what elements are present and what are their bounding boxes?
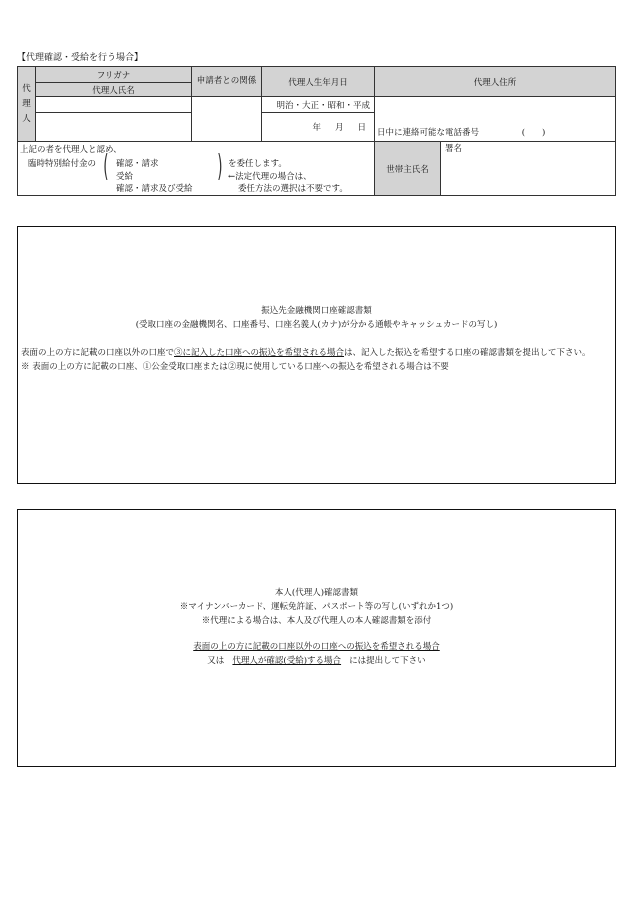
delegate-prefix: 臨時特別給付金の (28, 159, 97, 169)
address-field[interactable] (375, 97, 616, 142)
furigana-field[interactable] (36, 97, 192, 113)
signature-field[interactable] (441, 142, 616, 196)
era-options[interactable]: 明治・大正・昭和・平成 (262, 97, 375, 113)
id-box-line4: 又は 代理人が確認(受給)する場合 には提出して下さい (207, 656, 426, 666)
identity-document-box (17, 509, 616, 767)
option-receive[interactable]: 受給 (116, 172, 134, 182)
agent-side-label: 代 理 人 (18, 67, 36, 142)
bank-box-paragraph: 表面の上の方に記載の口座以外の口座で③に記入した口座への振込を希望される場合は、記入した振込を希望する口座の確認書類を提出して下さい。 (21, 348, 591, 358)
right-brace: ) (217, 149, 223, 184)
furigana-header: フリガナ (36, 67, 192, 83)
legal-note2: 委任方法の選択は不要です。 (238, 184, 348, 194)
delegate-line1: 上記の者を代理人と認め、 (20, 145, 122, 155)
legal-note1: ←法定代理の場合は、 (228, 172, 312, 182)
id-box-title: 本人(代理人)確認書類 (274, 588, 359, 598)
name-field[interactable] (36, 113, 192, 142)
id-box-line1: ※マイナンバーカード、運転免許証、パスポート等の写し(いずれか1つ) (179, 602, 454, 612)
agent-table (17, 66, 616, 196)
phone-field[interactable]: ( ) (521, 128, 546, 138)
id-box-line2: ※代理による場合は、本人及び代理人の本人確認書類を添付 (201, 616, 432, 626)
name-header: 代理人氏名 (36, 83, 192, 97)
birthdate-field[interactable]: 年 月 日 (262, 113, 375, 142)
option-confirm-claim-receive[interactable]: 確認・請求及び受給 (116, 184, 193, 194)
birthdate-header: 代理人生年月日 (262, 67, 375, 97)
bank-box-subtitle: (受取口座の金融機関名、口座番号、口座名義人(カナ)が分かる通帳やキャッシュカードの写し) (135, 320, 498, 330)
delegation-cell (18, 142, 375, 196)
phone-label: 日中に連絡可能な電話番号 (377, 128, 480, 138)
relation-field[interactable] (192, 97, 262, 142)
bank-account-document-box (17, 226, 616, 484)
householder-label: 世帯主氏名 (375, 142, 441, 196)
left-brace: ( (103, 149, 109, 184)
address-header: 代理人住所 (375, 67, 616, 97)
id-box-line3: 表面の上の方に記載の口座以外の口座への振込を希望される場合 (193, 642, 440, 652)
delegate-suffix: を委任します。 (228, 159, 287, 169)
relation-header: 申請者との関係 (192, 67, 262, 97)
bank-box-note: ※ 表面の上の方に記載の口座、①公金受取口座または②現に使用している口座への振込を希望される場合は不要 (21, 362, 449, 372)
bank-box-title: 振込先金融機関口座確認書類 (261, 306, 372, 316)
section-heading: 【代理確認・受給を行う場合】 (17, 53, 144, 63)
signature-label: 署名 (445, 144, 463, 154)
option-confirm-claim[interactable]: 確認・請求 (116, 159, 159, 169)
